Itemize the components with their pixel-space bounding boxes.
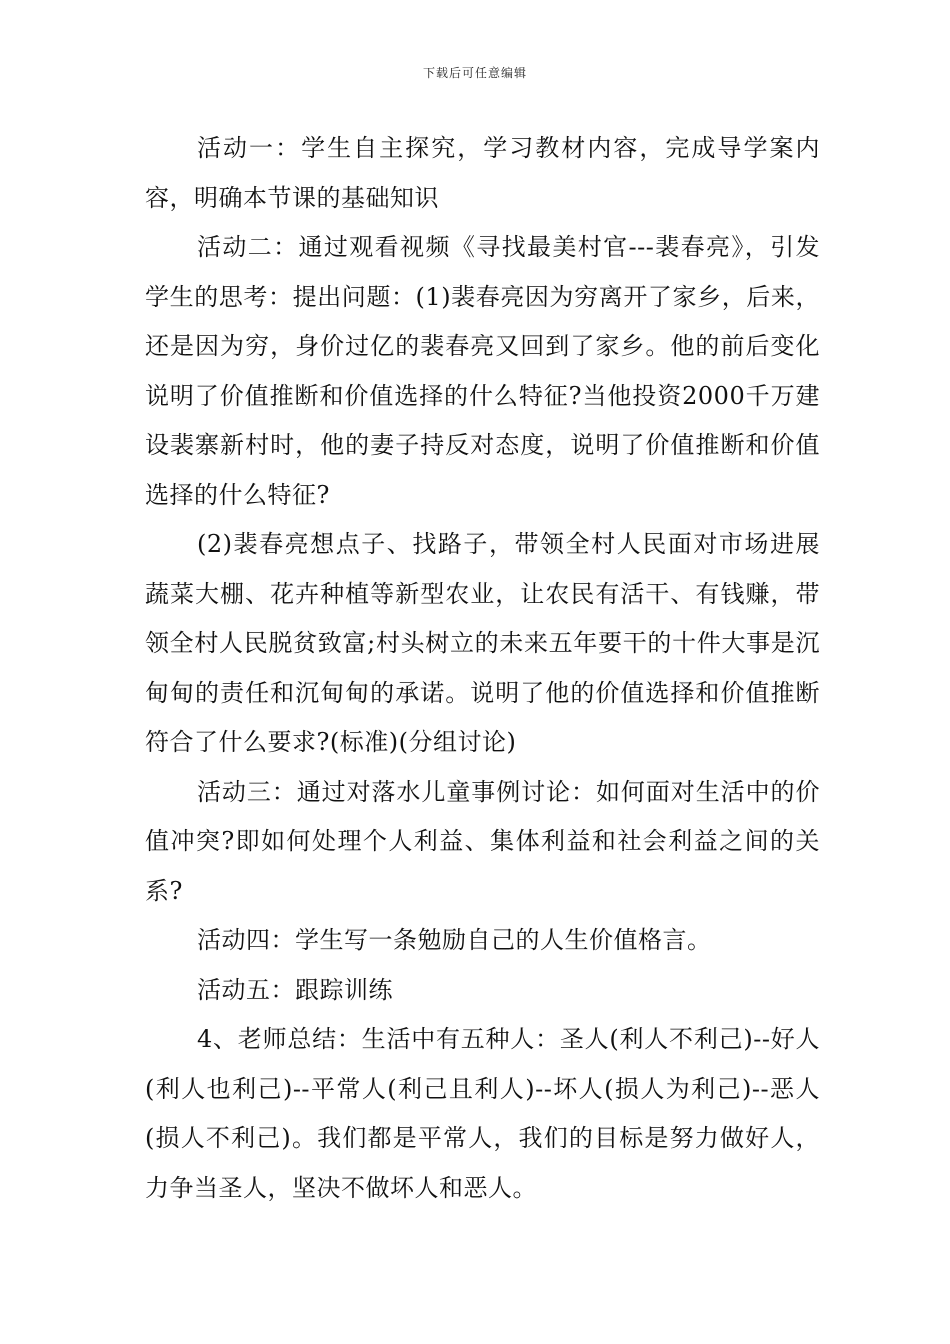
paragraph-activity-2: 活动二：通过观看视频《寻找最美村官---裴春亮》，引发学生的思考：提出问题：(1)裴春亮因为穷离开了家乡，后来，还是因为穷，身价过亿的裴春亮又回到了家乡。他的前后变化说明了价值推断和价值选择的什么特征?当他投资2000千万建设裴寨新村时，他的妻子持反对态度，说明了价值推断和价值选择的什么特征? bbox=[145, 233, 820, 509]
paragraph-activity-3: 活动三：通过对落水儿童事例讨论：如何面对生活中的价值冲突?即如何处理个人利益、集体利益和社会利益之间的关系? bbox=[145, 777, 820, 905]
paragraph-activity-2-question-2: (2)裴春亮想点子、找路子，带领全村人民面对市场进展蔬菜大棚、花卉种植等新型农业，让农民有活干、有钱赚，带领全村人民脱贫致富;村头树立的未来五年要干的十件大事是沉甸甸的责任和沉甸甸的承诺。说明了他的价值选择和价值推断符合了什么要求?(标准)(分组讨论) bbox=[145, 530, 820, 756]
paragraph-activity-1: 活动一：学生自主探究，学习教材内容，完成导学案内容，明确本节课的基础知识 bbox=[145, 134, 820, 212]
paragraph-activity-5: 活动五：跟踪训练 bbox=[197, 975, 393, 1004]
document-body bbox=[145, 124, 820, 1213]
page-header-note: 下载后可任意编辑 bbox=[422, 66, 527, 80]
paragraph-activity-4: 活动四：学生写一条勉励自己的人生价值格言。 bbox=[197, 926, 712, 954]
paragraph-teacher-summary: 4、老师总结：生活中有五种人：圣人(利人不利己)--好人(利人也利己)--平常人(利己且利人)--坏人(损人为利己)--恶人(损人不利己)。我们都是平常人，我们的目标是努力做好人，力争当圣人，坚决不做坏人和恶人。 bbox=[145, 1025, 820, 1202]
